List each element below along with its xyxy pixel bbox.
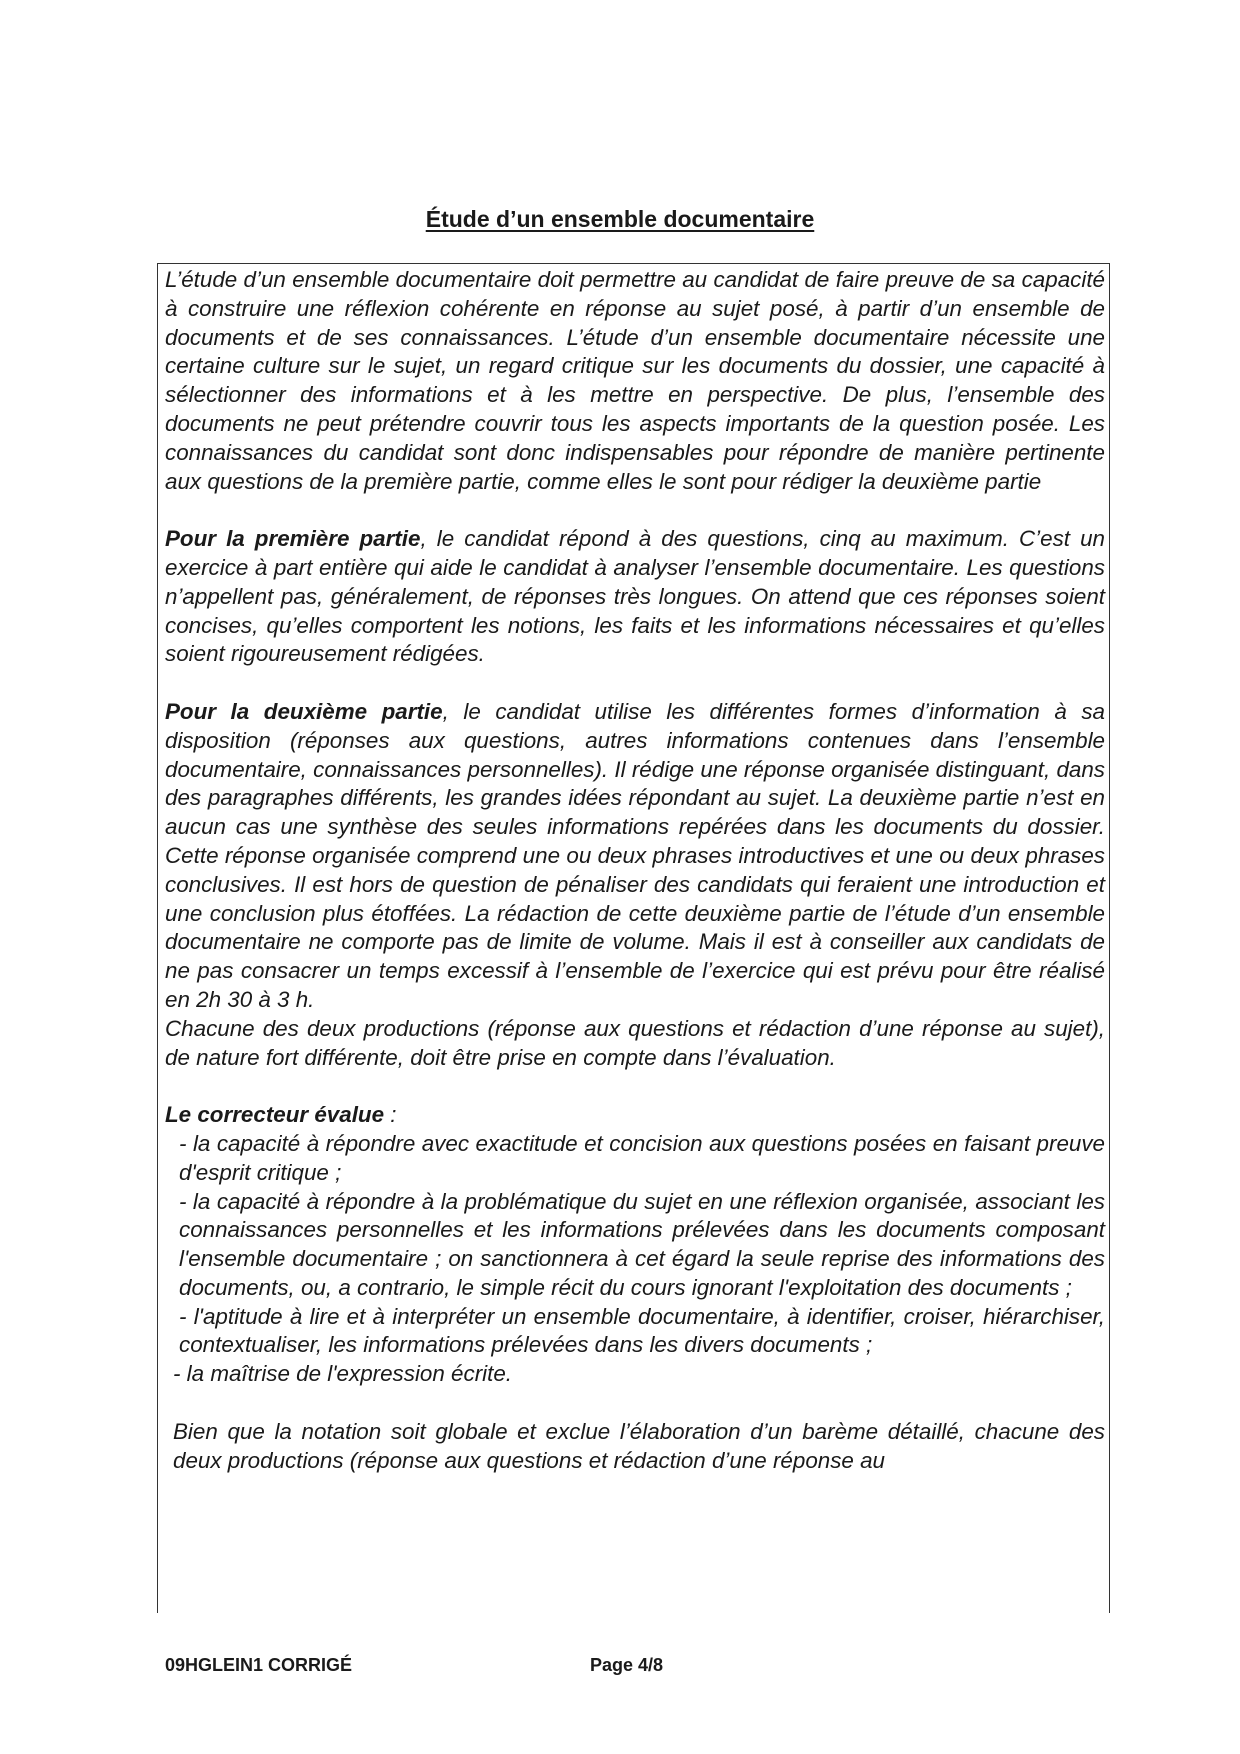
part1-paragraph [165, 525, 1105, 669]
footer-page-number: Page 4/8 [590, 1655, 664, 1675]
evaluation-item: - la maîtrise de l'expression écrite. [173, 1361, 513, 1387]
evaluation-heading-line [165, 1101, 1105, 1130]
closing-paragraph: Bien que la notation soit globale et exclue l’élaboration d’un barème détaillé, chacune des deux productions (réponse aux questions et rédaction d’une réponse au [173, 1418, 1105, 1473]
part2-heading: Pour la deuxième partie [165, 698, 443, 724]
footer-document-code: 09HGLEIN1 CORRIGÉ [165, 1655, 353, 1675]
page-title: Étude d’un ensemble documentaire [425, 206, 815, 232]
document-body [165, 266, 1105, 1475]
part2-paragraph [165, 698, 1105, 1015]
intro-paragraph: L’étude d’un ensemble documentaire doit permettre au candidat de faire preuve de sa capacité à construire une réflexion cohérente en réponse au sujet posé, à partir d’un ensemble de documents et de ses connaissances. L’étude d’un ensemble documentaire nécessite une certaine culture sur le sujet, un regard critique sur les documents du dossier, une capacité à sélectionner des informations et à les mettre en perspective. De plus, l’ensemble des documents ne peut prétendre couvrir tous les aspects importants de la question posée. Les connaissances du candidat sont donc indispensables pour répondre de manière pertinente aux questions de la première partie, comme elles le sont pour rédiger la deuxième partie [165, 267, 1105, 494]
part1-heading: Pour la première partie [165, 526, 421, 552]
evaluation-colon: : [384, 1102, 397, 1128]
part2-followup: Chacune des deux productions (réponse aux questions et rédaction d’une réponse au sujet), de nature fort différente, doit être prise en compte dans l’évaluation. [165, 1015, 1105, 1070]
evaluation-item: - l'aptitude à lire et à interpréter un ensemble documentaire, à identifier, croiser, hiérarchiser, contextualiser, les informations prélevées dans les divers documents ; [179, 1303, 1105, 1358]
part1-text: , le candidat répond à des questions, cinq au maximum. C’est un exercice à part entière qui aide le candidat à analyser l’ensemble documentaire. Les questions n’appellent pas, généralement, de réponses très longues. On attend que ces réponses soient concises, qu’elles comportent les notions, les faits et les informations nécessaires et qu’elles soient rigoureusement rédigées. [165, 526, 1105, 667]
evaluation-item: - la capacité à répondre avec exactitude et concision aux questions posées en faisant preuve d'esprit critique ; [179, 1130, 1105, 1185]
evaluation-heading: Le correcteur évalue [165, 1102, 385, 1128]
evaluation-item: - la capacité à répondre à la problématique du sujet en une réflexion organisée, associant les connaissances personnelles et les informations prélevées dans les documents composant l'ensemble documentaire ; on sanctionnera à cet égard la seule reprise des informations des documents, ou, a contrario, le simple récit du cours ignorant l'exploitation des documents ; [179, 1188, 1105, 1300]
part2-text: , le candidat utilise les différentes formes d’information à sa disposition (réponses aux questions, autres informations contenues dans l’ensemble documentaire, connaissances personnelles). Il rédige une réponse organisée distinguant, dans des paragraphes différents, les grandes idées répondant au sujet. La deuxième partie n’est en aucun cas une synthèse des seules informations repérées dans les documents du dossier. Cette réponse organisée comprend une ou deux phrases introductives et une ou deux phrases conclusives. Il est hors de question de pénaliser des candidats qui feraient une introduction et une conclusion plus étoffées. La rédaction de cette deuxième partie de l’étude d’un ensemble documentaire ne comporte pas de limite de volume. Mais il est à conseiller aux candidats de ne pas consacrer un temps excessif à l’ensemble de l’exercice qui est prévu pour être réalisé en 2h 30 à 3 h. [165, 698, 1105, 1012]
